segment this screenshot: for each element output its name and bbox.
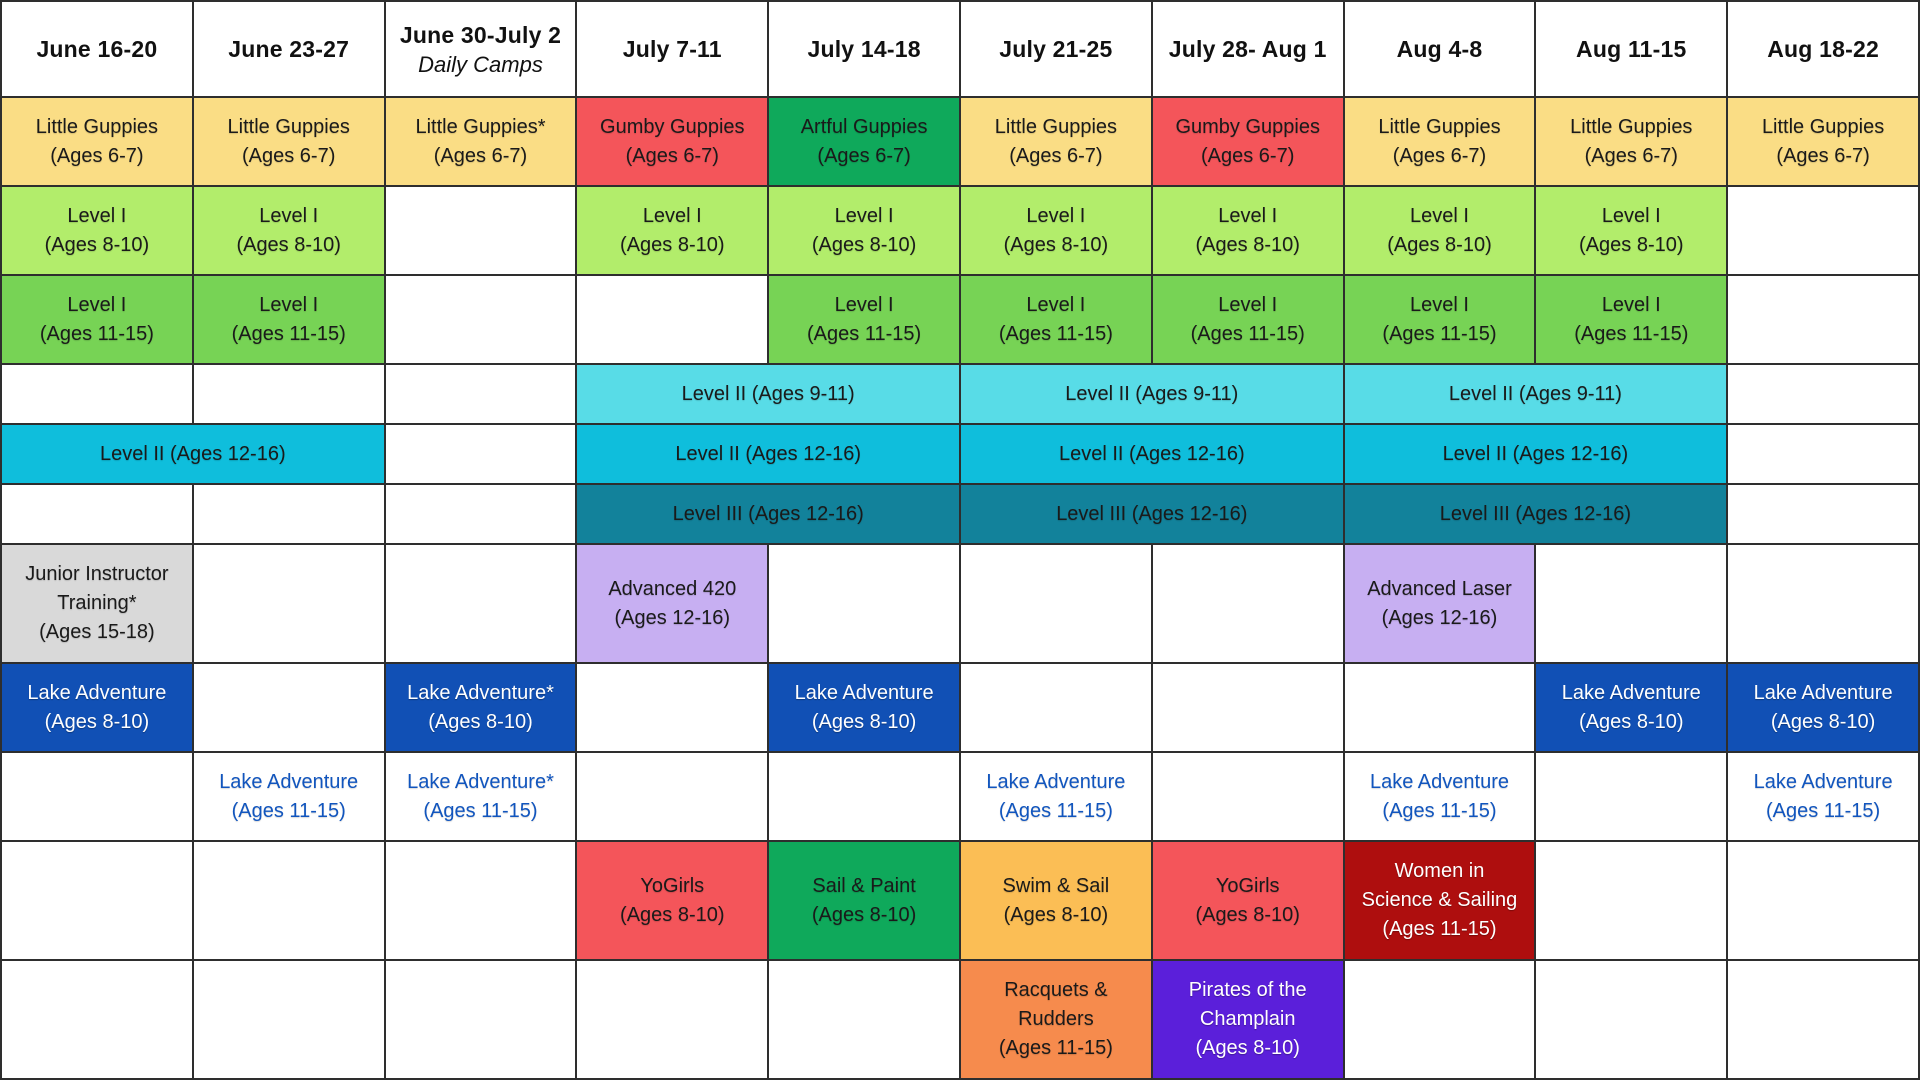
cell-advanced-laser — [1345, 545, 1535, 662]
cell-text: (Ages 11-15) — [1382, 918, 1497, 940]
cell-text: Level I — [67, 293, 127, 316]
cell-text: (Ages 8-10) — [1387, 233, 1492, 256]
cell-text: Little Guppies — [1570, 115, 1693, 138]
cell-little-guppies — [2, 98, 192, 185]
cell-text: (Ages 6-7) — [433, 144, 528, 167]
empty-cell — [386, 545, 576, 662]
cell-women-in-science-and-sailing — [1345, 842, 1535, 959]
cell-text: Level III (Ages 12-16) — [1056, 502, 1248, 525]
cell-text: Women in — [1394, 860, 1485, 882]
cell-swim-and-sail — [961, 842, 1151, 959]
column-header — [1728, 2, 1918, 96]
cell-yogirls — [1153, 842, 1343, 959]
cell-level-i-11-15 — [961, 276, 1151, 363]
empty-cell — [2, 961, 192, 1078]
cell-level-i-8-10 — [194, 187, 384, 274]
cell-text: (Ages 6-7) — [1584, 144, 1678, 167]
cell-text: Advanced 420 — [608, 577, 737, 600]
column-header-label: Aug 4-8 — [1396, 36, 1483, 62]
cell-text: Science & Sailing — [1361, 889, 1518, 911]
empty-cell — [1153, 664, 1343, 751]
column-header — [577, 2, 767, 96]
empty-cell — [194, 842, 384, 959]
cell-text: (Ages 8-10) — [620, 233, 725, 256]
cell-text: Training* — [57, 592, 137, 614]
cell-lake-adventure-8-10 — [769, 664, 959, 751]
cell-text: Lake Adventure — [1753, 770, 1893, 793]
empty-cell — [1536, 842, 1726, 959]
empty-cell — [1728, 545, 1918, 662]
empty-cell — [2, 485, 192, 543]
cell-text: (Ages 8-10) — [1770, 710, 1876, 733]
empty-cell — [386, 187, 576, 274]
cell-text: Level I — [1410, 204, 1469, 227]
cell-little-guppies — [1728, 98, 1918, 185]
cell-text: Level I — [259, 293, 319, 316]
cell-text: Lake Adventure* — [407, 681, 554, 704]
cell-level-i-8-10 — [961, 187, 1151, 274]
cell-text: Level I — [1218, 293, 1278, 316]
column-header — [386, 2, 576, 96]
cell-text: (Ages 11-15) — [998, 322, 1113, 345]
cell-text: Level I — [259, 204, 319, 227]
cell-lake-adventure-8-10 — [386, 664, 576, 751]
cell-text: Level II (Ages 9-11) — [1065, 382, 1239, 405]
cell-artful-guppies — [769, 98, 959, 185]
cell-text: Level I — [1601, 293, 1661, 316]
cell-pirates-of-the-champlain — [1153, 961, 1343, 1078]
cell-advanced-420 — [577, 545, 767, 662]
empty-cell — [1728, 842, 1918, 959]
empty-cell — [1728, 485, 1918, 543]
cell-text: Level II (Ages 12-16) — [1442, 442, 1629, 465]
empty-cell — [386, 961, 576, 1078]
cell-text: (Ages 6-7) — [50, 144, 144, 167]
cell-level-ii-12-16 — [961, 425, 1343, 483]
cell-text: Lake Adventure — [794, 681, 934, 704]
cell-text: (Ages 11-15) — [998, 799, 1113, 822]
empty-cell — [2, 753, 192, 840]
empty-cell — [194, 961, 384, 1078]
empty-cell — [577, 664, 767, 751]
cell-text: (Ages 8-10) — [44, 710, 150, 733]
cell-text: (Ages 8-10) — [811, 710, 917, 733]
empty-cell — [194, 365, 384, 423]
column-header — [769, 2, 959, 96]
empty-cell — [769, 753, 959, 840]
cell-lake-adventure-11-15 — [194, 753, 384, 840]
cell-racquets-and-rudders — [961, 961, 1151, 1078]
empty-cell — [2, 365, 192, 423]
cell-text: (Ages 6-7) — [1392, 144, 1487, 167]
cell-text: Level I — [1410, 293, 1469, 316]
cell-text: Lake Adventure — [986, 770, 1126, 793]
cell-level-ii-12-16 — [1345, 425, 1727, 483]
cell-yogirls — [577, 842, 767, 959]
cell-level-i-8-10 — [577, 187, 767, 274]
empty-cell — [1728, 276, 1918, 363]
cell-text: (Ages 11-15) — [423, 799, 538, 822]
cell-text: Level I — [1026, 204, 1086, 227]
column-header-label: Aug 11-15 — [1576, 36, 1687, 62]
cell-level-i-8-10 — [2, 187, 192, 274]
cell-text: Little Guppies — [1378, 115, 1501, 138]
cell-text: (Ages 8-10) — [1195, 233, 1300, 256]
cell-text: (Ages 11-15) — [1766, 799, 1881, 822]
empty-cell — [1345, 664, 1535, 751]
cell-text: Level I — [1218, 204, 1278, 227]
empty-cell — [194, 545, 384, 662]
cell-text: (Ages 8-10) — [1579, 710, 1684, 733]
column-header — [2, 2, 192, 96]
column-header — [1536, 2, 1726, 96]
empty-cell — [577, 961, 767, 1078]
column-header-label: June 30-July 2 — [399, 21, 562, 48]
cell-little-guppies — [1536, 98, 1726, 185]
cell-level-iii-12-16 — [1345, 485, 1727, 543]
empty-cell — [386, 485, 576, 543]
cell-text: Level II (Ages 12-16) — [99, 442, 286, 465]
cell-text: (Ages 6-7) — [625, 144, 719, 167]
cell-text: Level II (Ages 9-11) — [681, 382, 855, 405]
cell-text: YoGirls — [640, 874, 705, 897]
cell-text: Lake Adventure — [27, 681, 167, 704]
cell-text: Sail & Paint — [812, 874, 916, 897]
cell-lake-adventure-11-15 — [961, 753, 1151, 840]
column-header — [1345, 2, 1535, 96]
cell-text: (Ages 11-15) — [1190, 322, 1305, 345]
empty-cell — [1536, 753, 1726, 840]
column-header-label: July 7-11 — [622, 36, 722, 62]
cell-text: (Ages 6-7) — [1201, 144, 1295, 167]
column-header-label: July 28- Aug 1 — [1168, 36, 1327, 62]
cell-text: (Ages 11-15) — [1574, 322, 1689, 345]
cell-little-guppies — [194, 98, 384, 185]
cell-level-i-8-10 — [1345, 187, 1535, 274]
empty-cell — [386, 365, 576, 423]
cell-level-ii-9-11 — [1345, 365, 1727, 423]
cell-sail-and-paint — [769, 842, 959, 959]
cell-level-i-11-15 — [1536, 276, 1726, 363]
cell-text: (Ages 8-10) — [44, 233, 150, 256]
column-header-label: June 23-27 — [228, 36, 350, 62]
cell-text: Level I — [834, 204, 894, 227]
cell-text: (Ages 11-15) — [1382, 799, 1497, 822]
cell-text: (Ages 11-15) — [39, 322, 154, 345]
cell-text: Little Guppies — [1761, 115, 1885, 138]
empty-cell — [577, 753, 767, 840]
cell-text: Level I — [642, 204, 702, 227]
cell-text: (Ages 11-15) — [998, 1037, 1113, 1059]
cell-text: Level I — [67, 204, 127, 227]
empty-cell — [1153, 545, 1343, 662]
cell-text: Pirates of the — [1188, 979, 1307, 1001]
empty-cell — [1728, 961, 1918, 1078]
empty-cell — [1153, 753, 1343, 840]
cell-level-i-8-10 — [769, 187, 959, 274]
cell-text: Lake Adventure — [1561, 681, 1701, 704]
cell-level-i-11-15 — [194, 276, 384, 363]
empty-cell — [577, 276, 767, 363]
cell-text: (Ages 8-10) — [428, 710, 533, 733]
empty-cell — [961, 545, 1151, 662]
column-header-label: June 16-20 — [36, 36, 158, 62]
empty-cell — [769, 961, 959, 1078]
empty-cell — [1728, 365, 1918, 423]
cell-junior-instructor-training — [2, 545, 192, 662]
cell-text: (Ages 11-15) — [807, 322, 922, 345]
cell-little-guppies — [1345, 98, 1535, 185]
cell-text: (Ages 12-16) — [1381, 606, 1498, 629]
cell-text: Little Guppies — [994, 115, 1118, 138]
cell-text: (Ages 6-7) — [1009, 144, 1103, 167]
cell-text: Junior Instructor — [25, 563, 169, 585]
cell-level-ii-12-16 — [2, 425, 384, 483]
empty-cell — [1728, 187, 1918, 274]
cell-lake-adventure-11-15 — [1345, 753, 1535, 840]
cell-text: Advanced Laser — [1367, 577, 1512, 600]
cell-text: (Ages 8-10) — [236, 233, 341, 256]
cell-text: Level III (Ages 12-16) — [672, 502, 864, 525]
cell-text: Lake Adventure — [219, 770, 359, 793]
cell-level-i-11-15 — [2, 276, 192, 363]
cell-level-iii-12-16 — [577, 485, 959, 543]
cell-text: (Ages 8-10) — [1195, 1037, 1300, 1059]
cell-little-guppies — [961, 98, 1151, 185]
cell-text: Level II (Ages 9-11) — [1448, 382, 1622, 405]
cell-text: YoGirls — [1215, 874, 1280, 897]
column-header — [961, 2, 1151, 96]
empty-cell — [1536, 545, 1726, 662]
cell-text: Champlain — [1199, 1008, 1296, 1030]
cell-lake-adventure-8-10 — [1728, 664, 1918, 751]
cell-text: Lake Adventure — [1753, 681, 1893, 704]
cell-text: Rudders — [1018, 1008, 1094, 1030]
cell-text: (Ages 6-7) — [1776, 144, 1870, 167]
cell-text: (Ages 12-16) — [614, 606, 731, 629]
cell-text: (Ages 15-18) — [39, 621, 155, 643]
column-header-sublabel: Daily Camps — [418, 51, 543, 77]
cell-little-guppies — [386, 98, 576, 185]
cell-text: Level I — [1026, 293, 1086, 316]
cell-gumby-guppies — [577, 98, 767, 185]
empty-cell — [386, 842, 576, 959]
cell-text: (Ages 8-10) — [1579, 233, 1684, 256]
cell-lake-adventure-8-10 — [1536, 664, 1726, 751]
column-header-label: Aug 18-22 — [1767, 36, 1879, 62]
cell-lake-adventure-11-15 — [1728, 753, 1918, 840]
cell-lake-adventure-8-10 — [2, 664, 192, 751]
empty-cell — [1728, 425, 1918, 483]
column-header-label: July 14-18 — [807, 36, 921, 62]
cell-text: Level II (Ages 12-16) — [1058, 442, 1245, 465]
cell-text: Racquets & — [1004, 979, 1108, 1001]
empty-cell — [194, 485, 384, 543]
column-header-label: July 21-25 — [999, 36, 1113, 62]
cell-text: Artful Guppies — [800, 115, 928, 138]
cell-text: Gumby Guppies — [600, 115, 745, 138]
cell-text: Level II (Ages 12-16) — [675, 442, 862, 465]
cell-text: Level I — [834, 293, 894, 316]
cell-text: Little Guppies — [35, 115, 159, 138]
empty-cell — [194, 664, 384, 751]
cell-lake-adventure-11-15 — [386, 753, 576, 840]
cell-text: (Ages 11-15) — [231, 799, 346, 822]
cell-text: (Ages 11-15) — [1382, 322, 1497, 345]
empty-cell — [961, 664, 1151, 751]
column-header — [194, 2, 384, 96]
cell-text: Lake Adventure — [1369, 770, 1509, 793]
cell-text: (Ages 8-10) — [620, 903, 725, 926]
cell-text: (Ages 8-10) — [1003, 233, 1109, 256]
cell-text: (Ages 8-10) — [1195, 903, 1300, 926]
cell-text: (Ages 6-7) — [242, 144, 336, 167]
cell-level-i-8-10 — [1153, 187, 1343, 274]
cell-level-i-8-10 — [1536, 187, 1726, 274]
cell-text: (Ages 8-10) — [811, 233, 917, 256]
cell-text: Swim & Sail — [1002, 874, 1110, 897]
empty-cell — [2, 842, 192, 959]
empty-cell — [769, 545, 959, 662]
cell-level-ii-9-11 — [577, 365, 959, 423]
cell-gumby-guppies — [1153, 98, 1343, 185]
cell-text: Lake Adventure* — [407, 770, 554, 793]
cell-text: Little Guppies — [227, 115, 350, 138]
empty-cell — [1345, 961, 1535, 1078]
cell-level-iii-12-16 — [961, 485, 1343, 543]
cell-text: Little Guppies* — [415, 115, 546, 138]
cell-text: Level I — [1601, 204, 1661, 227]
cell-level-i-11-15 — [769, 276, 959, 363]
cell-text: (Ages 8-10) — [811, 903, 917, 926]
cell-text: (Ages 11-15) — [231, 322, 346, 345]
cell-text: (Ages 8-10) — [1003, 903, 1109, 926]
cell-text: Gumby Guppies — [1175, 115, 1320, 138]
column-header — [1153, 2, 1343, 96]
cell-level-ii-12-16 — [577, 425, 959, 483]
cell-text: Level III (Ages 12-16) — [1439, 502, 1631, 525]
cell-level-i-11-15 — [1345, 276, 1535, 363]
cell-level-i-11-15 — [1153, 276, 1343, 363]
empty-cell — [1536, 961, 1726, 1078]
cell-level-ii-9-11 — [961, 365, 1343, 423]
empty-cell — [386, 276, 576, 363]
cell-text: (Ages 6-7) — [817, 144, 911, 167]
empty-cell — [386, 425, 576, 483]
